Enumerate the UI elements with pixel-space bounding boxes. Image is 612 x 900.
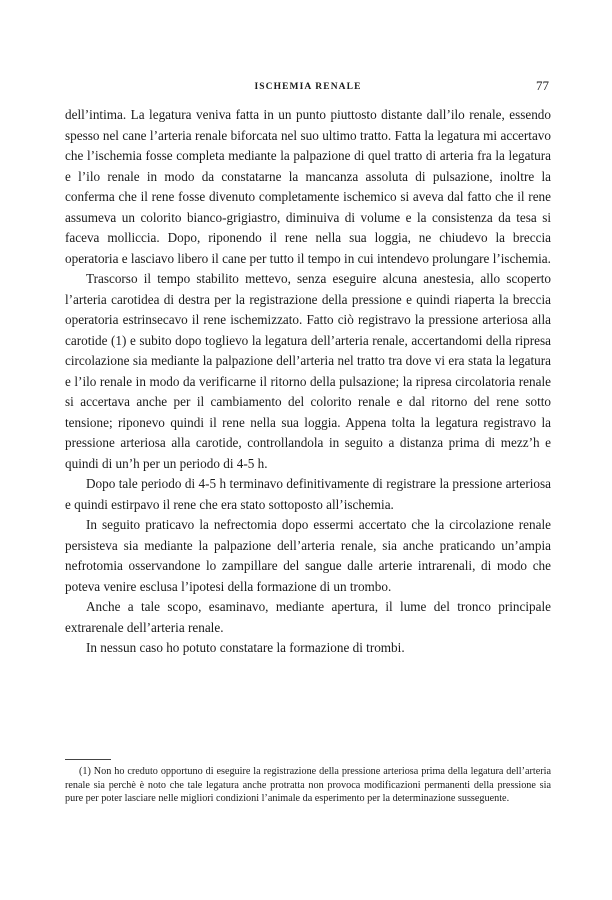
footnote: (1) Non ho creduto opportuno di eseguire la registrazione della pressione arteriosa prima della legatura dell’arteria renale sia perchè è noto che tale legatura anche protratta non provoca modificazioni permanenti della pressione sia pure per poter lasciare nelle migliori condizioni l’animale da esperimento per la determinazione susseguente.: [65, 766, 551, 804]
page: [65, 0, 551, 900]
paragraph: Anche a tale scopo, esaminavo, mediante apertura, il lume del tronco principale extrarenale dell’arteria renale.: [65, 599, 551, 635]
paragraph: Dopo tale periodo di 4-5 h terminavo definitivamente di registrare la pressione arteriosa e quindi estirpavo il rene che era stato sottoposto all’ischemia.: [65, 476, 551, 512]
page-number: 77: [536, 78, 549, 93]
running-header: [65, 80, 551, 98]
footnote-divider: [65, 759, 111, 760]
running-title: ISCHEMIA RENALE: [254, 82, 362, 92]
paragraph: dell’intima. La legatura veniva fatta in un punto piuttosto distante dall’ilo renale, essendo spesso nel cane l’arteria renale biforcata nel suo ultimo tratto. Fatta la legatura mi accertavo che l’ischemia fosse completa mediante la palpazione di quel tratto di arteria fra la legatura e l’ilo renale in modo da constatarne la mancanza assoluta di pulsazione, inoltre la conferma che il rene fosse divenuto completamente ischemico si aveva dal fatto che il rene assumeva un colorito bianco-grigiastro, diminuiva di volume e la consistenza da tesa si faceva molliccia. Dopo, riponendo il rene nella sua loggia, ne chiudevo la breccia operatoria e lasciavo libero il cane per tutto il tempo in cui intendevo prolungare l’ischemia.: [65, 107, 551, 266]
body-text: [65, 105, 551, 659]
paragraph: In seguito praticavo la nefrectomia dopo essermi accertato che la circolazione renale persisteva sia mediante la palpazione dell’arteria renale, sia anche praticando un’ampia nefrotomia osservandone lo zampillare del sangue dalle arterie intrarenali, di modo che poteva venire esclusa l’ipotesi della formazione di un trombo.: [65, 517, 551, 594]
paragraph: In nessun caso ho potuto constatare la formazione di trombi.: [86, 640, 405, 655]
paragraph: Trascorso il tempo stabilito mettevo, senza eseguire alcuna anestesia, allo scoperto l’arteria carotidea di destra per la registrazione della pressione e quindi riaperta la breccia operatoria estrinsecavo il rene ischemizzato. Fatto ciò registravo la pressione arteriosa alla carotide (1) e subito dopo toglievo la legatura dell’arteria renale, accertandomi della ripresa circolazione sia mediante la palpazione dell’arteria nel tratto tra dove vi era stata la legatura e l’ilo renale in modo da verificarne il ritorno della pulsazione; la ripresa circolatoria renale si accertava anche per il cambiamento del colorito renale e dal ritorno del rene sotto tensione; riponevo quindi il rene nella sua loggia. Appena tolta la legatura registravo la pressione arteriosa alla carotide, controllandola in seguito a distanza prima di mezz’h e quindi di un’h per un periodo di 4-5 h.: [65, 271, 551, 471]
